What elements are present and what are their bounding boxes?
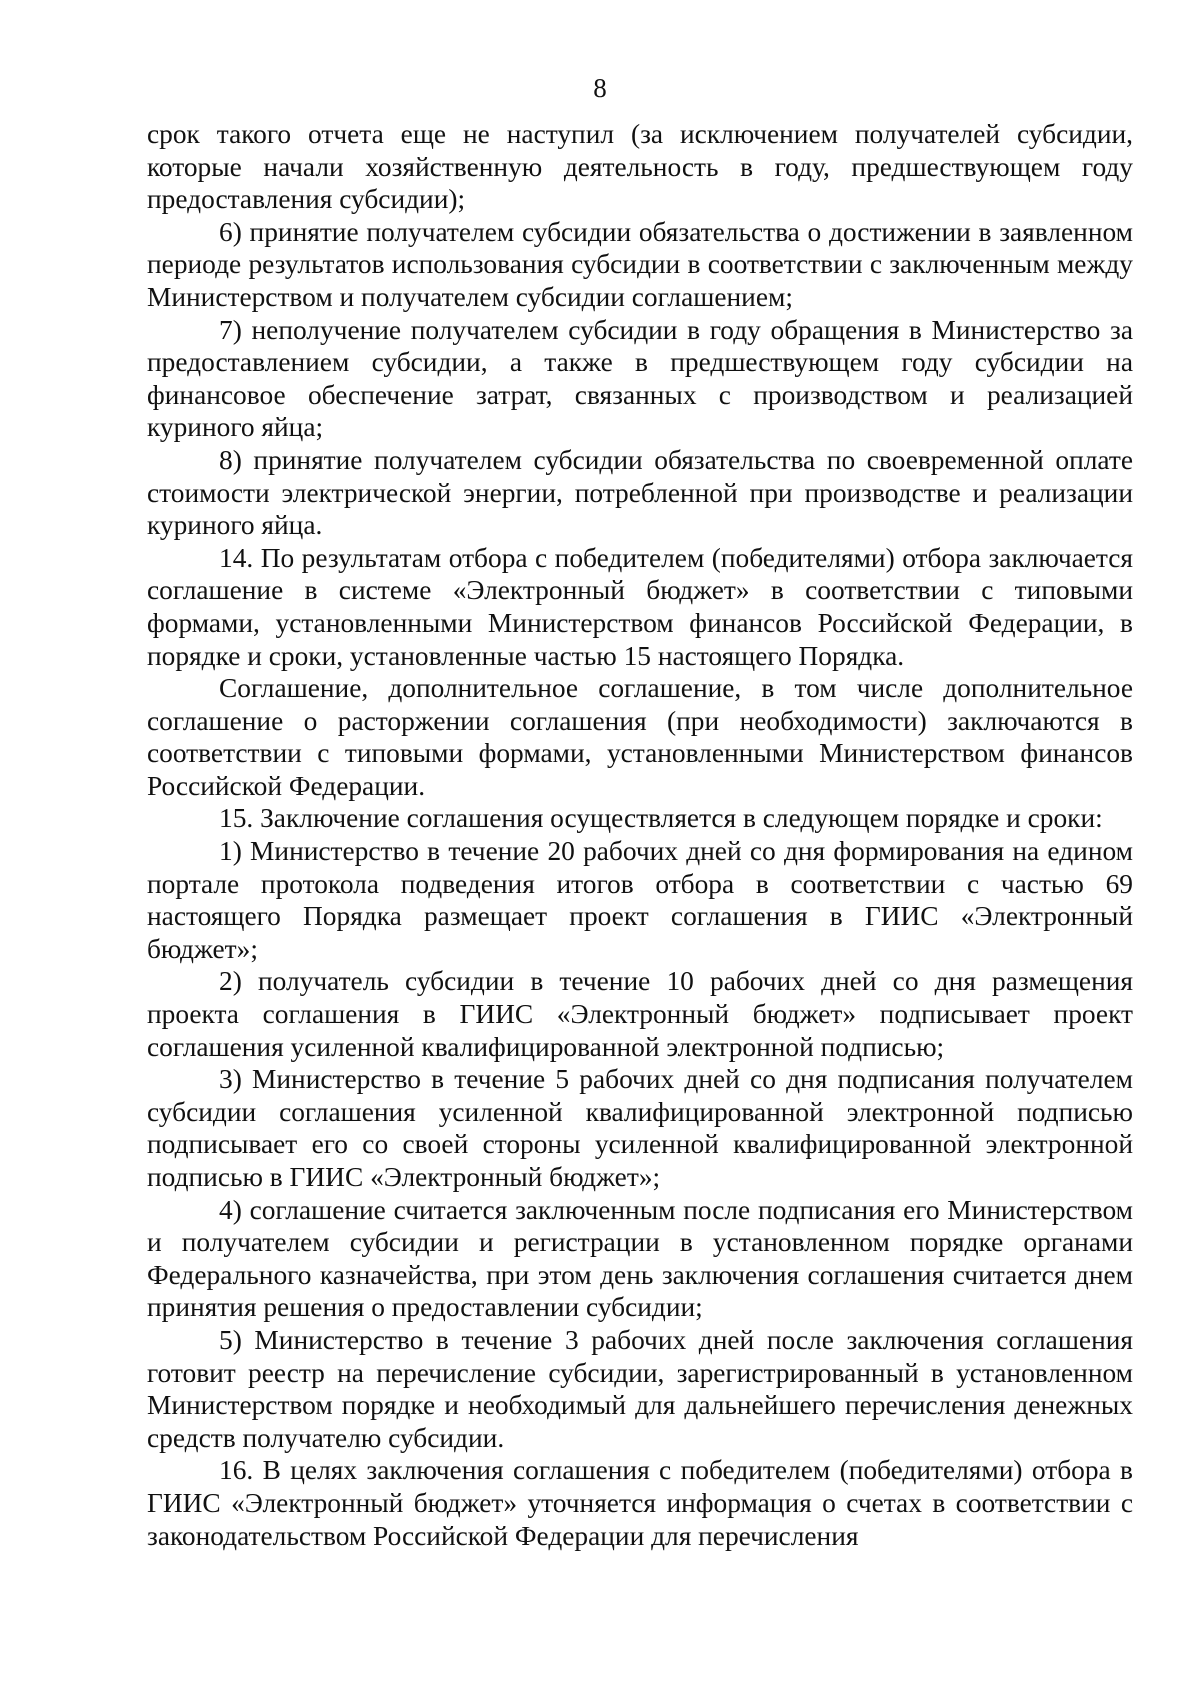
paragraph-item-8: 8) принятие получателем субсидии обязательства по своевременной оплате стоимости электрической энергии, потребленной при производстве и реализации куриного яйца. [147,444,1133,541]
paragraph-step-4: 4) соглашение считается заключенным после подписания его Министерством и получателем субсидии и регистрации в установленном порядке органами Федерального казначейства, при этом день заключения соглашения считается днем принятия решения о предоставлении субсидии; [147,1194,1133,1323]
paragraph-step-3: 3) Министерство в течение 5 рабочих дней со дня подписания получателем субсидии соглашения усиленной квалифицированной электронной подписью подписывает его со своей стороны усиленной квалифицированной электронной подписью в ГИИС «Электронный бюджет»; [147,1064,1133,1192]
paragraph-step-2: 2) получатель субсидии в течение 10 рабочих дней со дня размещения проекта соглашения в ГИИС «Электронный бюджет» подписывает проект соглашения усиленной квалифицированной электронной подписью; [147,966,1133,1062]
paragraph-section-15: 15. Заключение соглашения осуществляется в следующем порядке и сроки: [219,803,1103,834]
paragraph-step-1: 1) Министерство в течение 20 рабочих дней со дня формирования на едином портале протокола подведения итогов отбора в соответствии с частью 69 настоящего Порядка размещает проект соглашения в ГИИС «Электронный бюджет»; [147,836,1133,964]
paragraph-item-6: 6) принятие получателем субсидии обязательства о достижении в заявленном периоде результатов использования субсидии в соответствии с заключенным между Министерством и получателем субсидии соглашением; [147,216,1133,312]
page-number: 8 [593,73,607,103]
paragraph-step-5: 5) Министерство в течение 3 рабочих дней после заключения соглашения готовит реестр на перечисление субсидии, зарегистрированный в установленном Министерством порядке и необходимый для дальнейшего перечисления денежных средств получателю субсидии. [147,1324,1133,1453]
paragraph-item-7: 7) неполучение получателем субсидии в году обращения в Министерство за предоставлением субсидии, а также в предшествующем году субсидии на финансовое обеспечение затрат, связанных с производством и реализацией куриного яйца; [147,314,1133,443]
paragraph-section-14: 14. По результатам отбора с победителем (победителями) отбора заключается соглашение в системе «Электронный бюджет» в соответствии с типовыми формами, установленными Министерством финансов Российской Федерации, в порядке и сроки, установленные частью 15 настоящего Порядка. [147,542,1133,671]
paragraph-continuation: срок такого отчета еще не наступил (за исключением получателей субсидии, которые начали хозяйственную деятельность в году, предшествующем году предоставления субсидии); [147,119,1133,215]
document-body [147,118,1133,1552]
paragraph-section-16: 16. В целях заключения соглашения с победителем (победителями) отбора в ГИИС «Электронный бюджет» уточняется информация о счетах в соответствии с законодательством Российской Федерации для перечисления [147,1455,1133,1551]
paragraph-agreement-forms: Соглашение, дополнительное соглашение, в том числе дополнительное соглашение о расторжении соглашения (при необходимости) заключаются в соответствии с типовыми формами, установленными Министерством финансов Российской Федерации. [147,673,1133,801]
